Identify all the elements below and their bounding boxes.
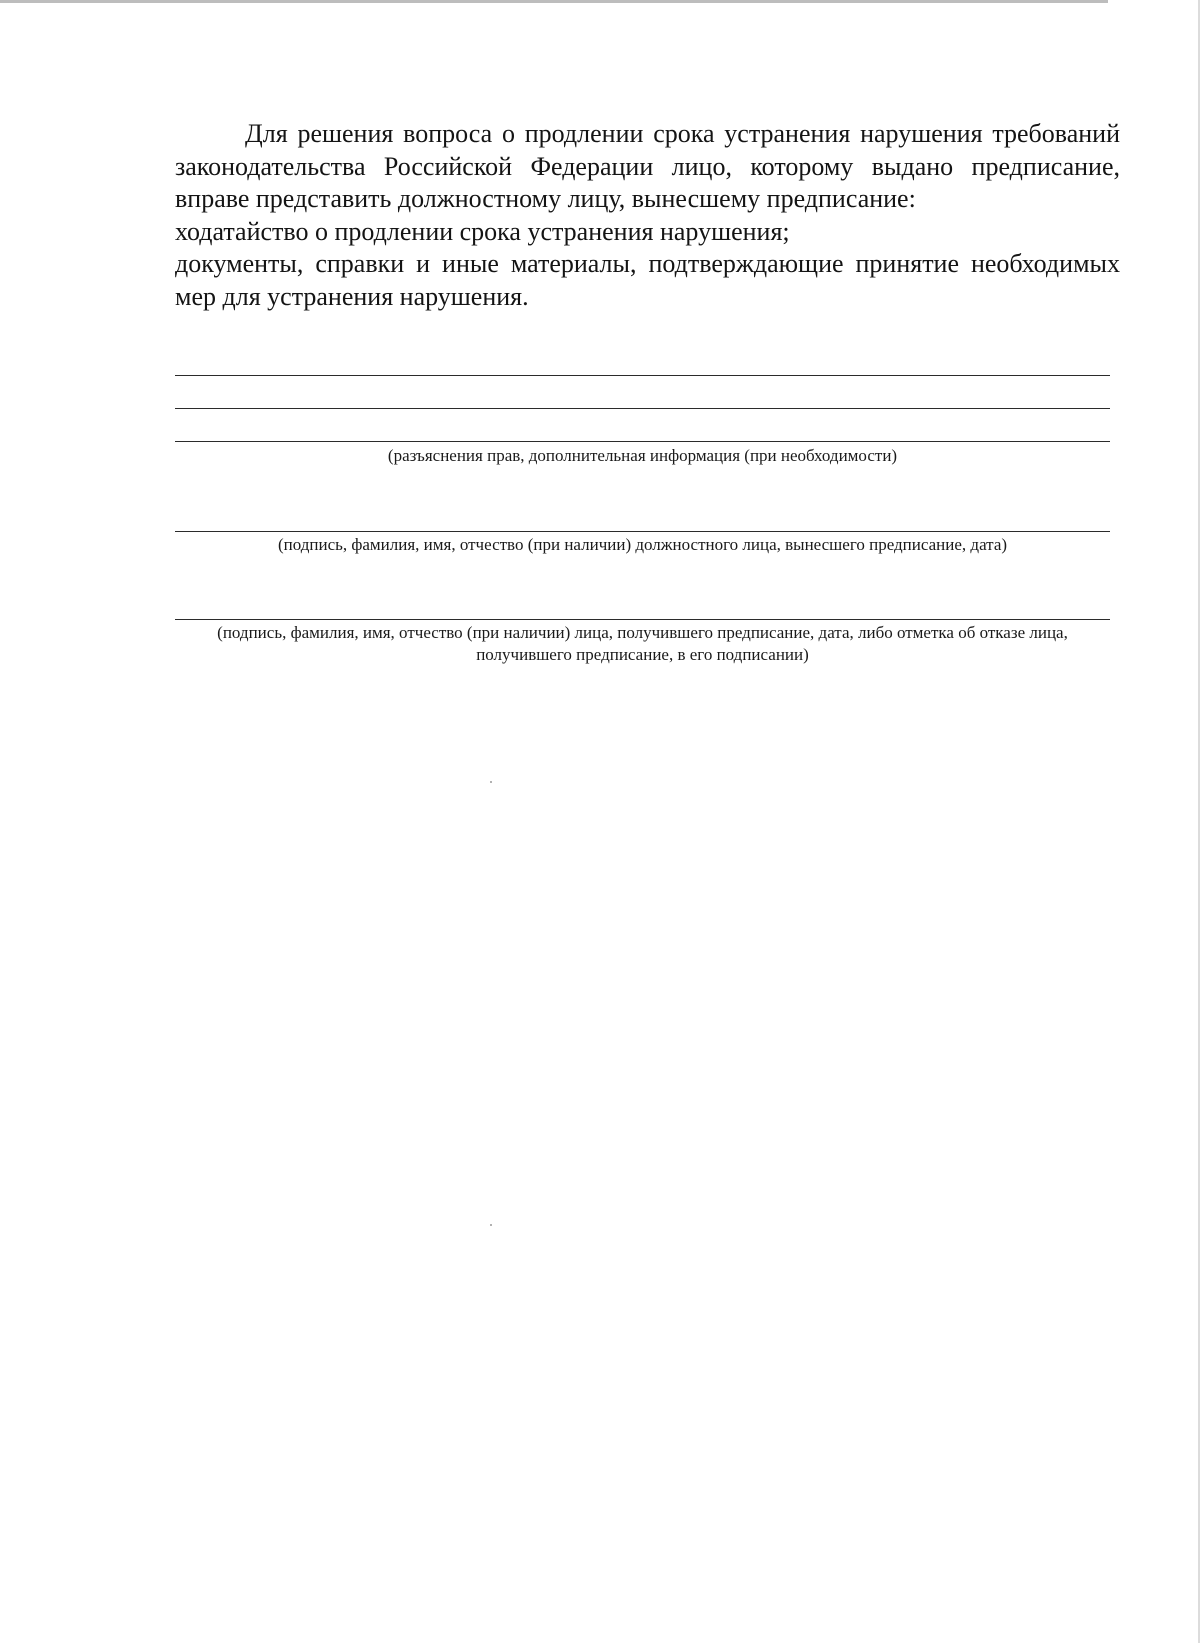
caption-issuer-signature: (подпись, фамилия, имя, отчество (при наличии) должностного лица, вынесшего предписание, дата) — [277, 535, 1008, 554]
document-body — [175, 118, 1120, 313]
blank-line-3 — [175, 441, 1110, 442]
scan-speck — [490, 781, 492, 783]
blank-line-2 — [175, 408, 1110, 409]
blank-line-1 — [175, 375, 1110, 376]
caption-clarifications: (разъяснения прав, дополнительная информация (при необходимости) — [387, 446, 898, 465]
paragraph-petition-item: ходатайство о продлении срока устранения нарушения; — [175, 216, 790, 246]
issuer-signature-line — [175, 531, 1110, 532]
scan-top-edge — [0, 0, 1108, 3]
scan-speck — [490, 1224, 492, 1226]
paragraph-intro: Для решения вопроса о продлении срока устранения нарушения требований законодательства Российской Федерации лицо, которому выдано предписание, вправе представить должностному лицу, вынесшему предписание: — [175, 119, 1120, 213]
recipient-signature-line — [175, 619, 1110, 620]
paragraph-documents-item: документы, справки и иные материалы, подтверждающие принятие необходимых мер для устранения нарушения. — [175, 249, 1120, 311]
caption-recipient-signature: (подпись, фамилия, имя, отчество (при наличии) лица, получившего предписание, дата, либо отметка об отказе лица, получившего предписание, в его подписании) — [217, 623, 1068, 664]
